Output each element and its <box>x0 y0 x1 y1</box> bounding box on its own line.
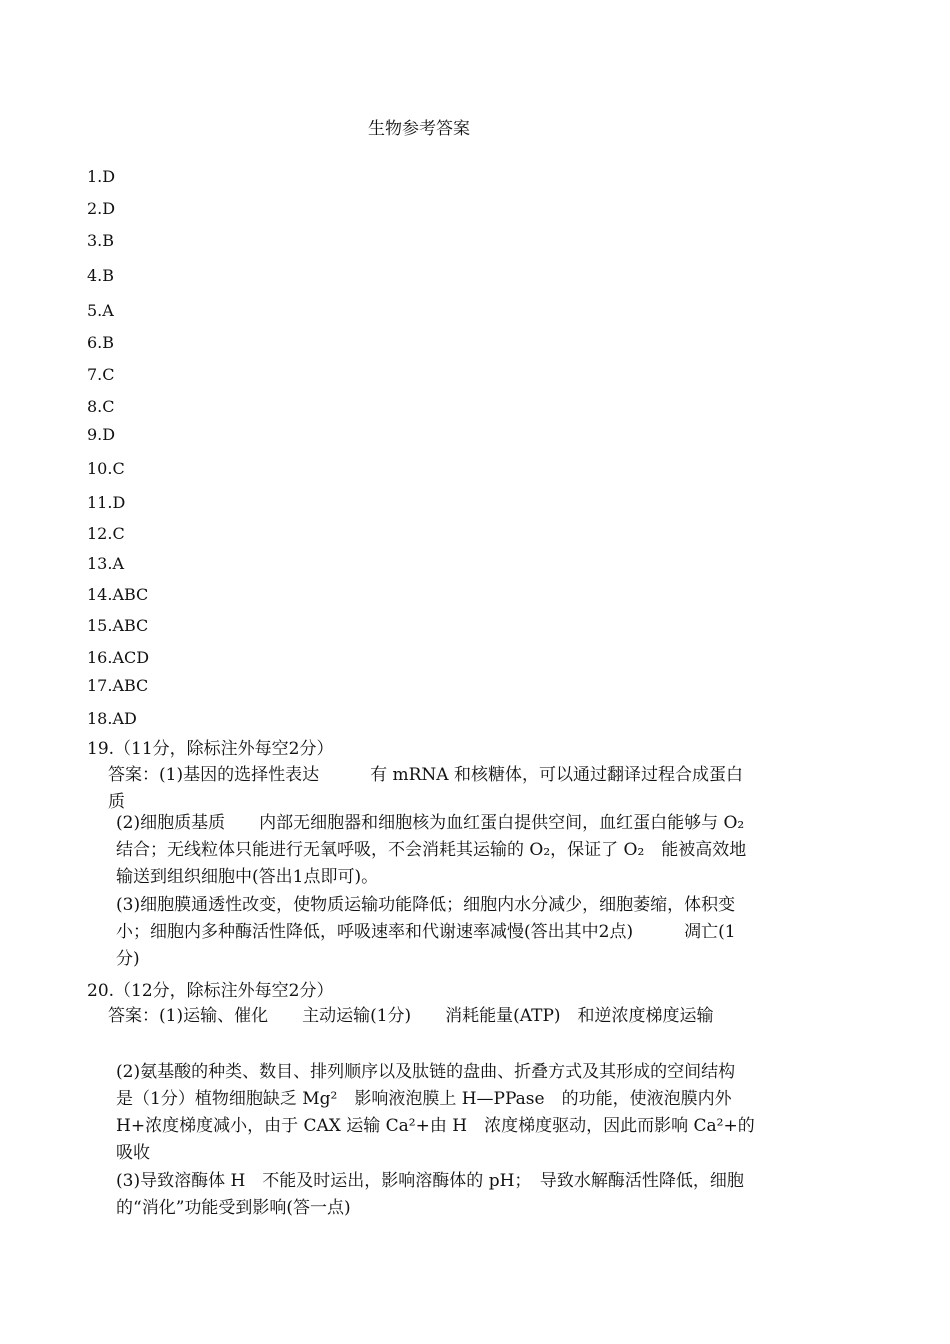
answer-item-6: 6.B <box>87 333 115 352</box>
answer-item-4: 4.B <box>87 266 115 285</box>
question-19-answer-2: (2)细胞质基质 内部无细胞器和细胞核为血红蛋白提供空间，血红蛋白能够与 O₂ 结合；无线粒体只能进行无氧呼吸，不会消耗其运输的 O₂，保证了 O₂ 能被高效地输送到组织细胞中(答出1点即可)。 <box>116 813 762 887</box>
page-title: 生物参考答案 <box>368 119 470 139</box>
answer-item-11: 11.D <box>87 493 126 512</box>
question-19-answer-3: (3)细胞膜通透性改变，使物质运输功能降低；细胞内水分减少，细胞萎缩，体积变小；细胞内多种酶活性降低，呼吸速率和代谢速率减慢(答出其中2点) 凋亡(1分) <box>116 895 736 969</box>
question-20-answer-3: (3)导致溶酶体 H 不能及时运出，影响溶酶体的 pH； 导致水解酶活性降低，细胞的“消化”功能受到影响(答一点) <box>116 1171 744 1218</box>
answer-item-8: 8.C <box>87 397 115 416</box>
question-19-answer-1: 答案：(1)基因的选择性表达 有 mRNA 和核糖体，可以通过翻译过程合成蛋白质 <box>108 765 743 812</box>
answer-item-1: 1.D <box>87 167 116 186</box>
answer-item-15: 15.ABC <box>87 616 149 635</box>
answer-item-9: 9.D <box>87 425 116 444</box>
answer-item-7: 7.C <box>87 365 115 384</box>
question-19-heading: 19.（11分，除标注外每空2分） <box>87 739 334 759</box>
answer-item-18: 18.AD <box>87 709 137 728</box>
answer-item-12: 12.C <box>87 524 125 543</box>
question-20-answer-1: 答案：(1)运输、催化 主动运输(1分) 消耗能量(ATP) 和逆浓度梯度运输 <box>108 1006 714 1026</box>
answer-item-10: 10.C <box>87 459 125 478</box>
answer-item-14: 14.ABC <box>87 585 149 604</box>
answer-item-5: 5.A <box>87 301 114 320</box>
answer-item-13: 13.A <box>87 554 124 573</box>
answer-item-16: 16.ACD <box>87 648 150 667</box>
answer-item-2: 2.D <box>87 199 116 218</box>
question-20-heading: 20.（12分，除标注外每空2分） <box>87 981 334 1001</box>
answer-item-3: 3.B <box>87 231 115 250</box>
answer-item-17: 17.ABC <box>87 676 149 695</box>
question-20-answer-2: (2)氨基酸的种类、数目、排列顺序以及肽链的盘曲、折叠方式及其形成的空间结构 是（1分）植物细胞缺乏 Mg² 影响液泡膜上 H—PPase 的功能，使液泡膜内外 H+浓度梯度减小，由于 CAX 运输 Ca²+由 H 浓度梯度驱动，因此而影响 Ca²+的吸收 <box>116 1062 770 1163</box>
